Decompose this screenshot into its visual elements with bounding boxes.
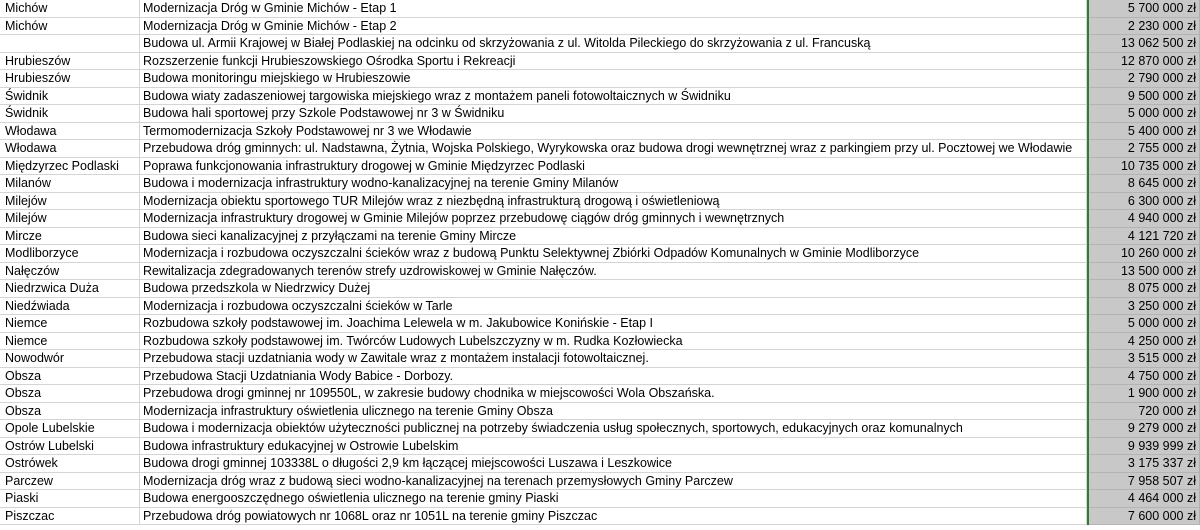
task-cell[interactable]: Budowa hali sportowej przy Szkole Podstawowej nr 3 w Świdniku	[140, 105, 1087, 123]
municipality-cell[interactable]: Niedrzwica Duża	[0, 280, 140, 298]
task-cell[interactable]: Przebudowa drogi gminnej nr 109550L, w zakresie budowy chodnika w miejscowości Wola Obszańska.	[140, 385, 1087, 403]
amount-cell[interactable]: 2 790 000 zł	[1089, 70, 1200, 88]
municipality-cell[interactable]: Parczew	[0, 473, 140, 491]
task-cell[interactable]: Rewitalizacja zdegradowanych terenów strefy uzdrowiskowej w Gminie Nałęczów.	[140, 263, 1087, 281]
municipality-cell[interactable]: Modliborzyce	[0, 245, 140, 263]
municipality-cell[interactable]: Włodawa	[0, 140, 140, 158]
task-cell[interactable]: Przebudowa stacji uzdatniania wody w Zawitale wraz z montażem instalacji fotowoltaicznej.	[140, 350, 1087, 368]
table-row	[0, 70, 1200, 88]
table-row	[0, 473, 1200, 491]
table-row	[0, 280, 1200, 298]
amount-cell[interactable]: 4 750 000 zł	[1089, 368, 1200, 386]
table-row	[0, 298, 1200, 316]
task-cell[interactable]: Modernizacja i rozbudowa oczyszczalni ścieków w Tarle	[140, 298, 1087, 316]
task-cell[interactable]: Modernizacja obiektu sportowego TUR Milejów wraz z niezbędną infrastrukturą drogową i oświetleniową	[140, 193, 1087, 211]
amount-cell[interactable]: 10 735 000 zł	[1089, 158, 1200, 176]
table-row	[0, 263, 1200, 281]
amount-cell[interactable]: 5 000 000 zł	[1089, 315, 1200, 333]
municipality-cell[interactable]: Milanów	[0, 175, 140, 193]
amount-cell[interactable]: 4 464 000 zł	[1089, 490, 1200, 508]
task-cell[interactable]: Przebudowa dróg gminnych: ul. Nadstawna, Żytnia, Wojska Polskiego, Wyrykowska oraz budowa drogi wewnętrznej wraz z parkingiem przy ul. Pocztowej we Włodawie	[140, 140, 1087, 158]
municipality-cell[interactable]: Nałęczów	[0, 263, 140, 281]
table-row	[0, 403, 1200, 421]
amount-cell[interactable]: 5 000 000 zł	[1089, 105, 1200, 123]
municipality-cell[interactable]: Obsza	[0, 368, 140, 386]
task-cell[interactable]: Budowa wiaty zadaszeniowej targowiska miejskiego wraz z montażem paneli fotowoltaicznych w Świdniku	[140, 88, 1087, 106]
amount-cell[interactable]: 10 260 000 zł	[1089, 245, 1200, 263]
table-row	[0, 438, 1200, 456]
municipality-cell[interactable]: Obsza	[0, 385, 140, 403]
amount-cell[interactable]: 6 300 000 zł	[1089, 193, 1200, 211]
table-row	[0, 210, 1200, 228]
amount-cell[interactable]: 2 230 000 zł	[1089, 18, 1200, 36]
municipality-cell[interactable]: Hrubieszów	[0, 53, 140, 71]
task-cell[interactable]: Budowa energooszczędnego oświetlenia ulicznego na terenie gminy Piaski	[140, 490, 1087, 508]
table-row	[0, 18, 1200, 36]
municipality-cell[interactable]: Michów	[0, 18, 140, 36]
municipality-cell[interactable]: Niemce	[0, 315, 140, 333]
municipality-cell[interactable]: Milejów	[0, 210, 140, 228]
task-cell[interactable]: Budowa i modernizacja infrastruktury wodno-kanalizacyjnej na terenie Gminy Milanów	[140, 175, 1087, 193]
municipality-cell[interactable]: Świdnik	[0, 88, 140, 106]
table-row	[0, 88, 1200, 106]
table-row	[0, 140, 1200, 158]
table-row	[0, 158, 1200, 176]
task-cell[interactable]: Budowa i modernizacja obiektów użyteczności publicznej na potrzeby świadczenia usług społecznych, sportowych, edukacyjnych oraz komunalnych	[140, 420, 1087, 438]
amount-cell[interactable]: 9 500 000 zł	[1089, 88, 1200, 106]
municipality-cell[interactable]: Obsza	[0, 403, 140, 421]
task-cell[interactable]: Rozbudowa szkoły podstawowej im. Twórców Ludowych Lubelszczyzny w m. Rudka Kozłowiecka	[140, 333, 1087, 351]
task-cell[interactable]: Termomodernizacja Szkoły Podstawowej nr 3 we Włodawie	[140, 123, 1087, 141]
municipality-cell[interactable]: Mircze	[0, 228, 140, 246]
task-cell[interactable]: Przebudowa Stacji Uzdatniania Wody Babice - Dorbozy.	[140, 368, 1087, 386]
table-row	[0, 350, 1200, 368]
task-cell[interactable]: Budowa infrastruktury edukacyjnej w Ostrowie Lubelskim	[140, 438, 1087, 456]
amount-cell[interactable]: 5 700 000 zł	[1089, 0, 1200, 18]
municipality-cell[interactable]: Świdnik	[0, 105, 140, 123]
task-cell[interactable]: Modernizacja infrastruktury drogowej w Gminie Milejów poprzez przebudowę ciągów dróg gminnych i wewnętrznych	[140, 210, 1087, 228]
task-cell[interactable]: Budowa przedszkola w Niedrzwicy Dużej	[140, 280, 1087, 298]
municipality-cell[interactable]: Włodawa	[0, 123, 140, 141]
table-row	[0, 228, 1200, 246]
table-row	[0, 420, 1200, 438]
municipality-cell[interactable]: Niedźwiada	[0, 298, 140, 316]
table-row	[0, 245, 1200, 263]
table-row	[0, 193, 1200, 211]
municipality-cell[interactable]: Ostrów Lubelski	[0, 438, 140, 456]
task-cell[interactable]: Budowa sieci kanalizacyjnej z przyłączami na terenie Gminy Mircze	[140, 228, 1087, 246]
amount-cell[interactable]: 3 515 000 zł	[1089, 350, 1200, 368]
task-cell[interactable]: Modernizacja dróg wraz z budową sieci wodno-kanalizacyjnej na terenach przemysłowych Gminy Parczew	[140, 473, 1087, 491]
task-cell[interactable]: Rozbudowa szkoły podstawowej im. Joachima Lelewela w m. Jakubowice Konińskie - Etap I	[140, 315, 1087, 333]
amount-cell[interactable]: 7 958 507 zł	[1089, 473, 1200, 491]
amount-cell[interactable]: 7 600 000 zł	[1089, 508, 1200, 526]
municipality-cell[interactable]: Opole Lubelskie	[0, 420, 140, 438]
municipality-cell[interactable]: Ostrówek	[0, 455, 140, 473]
table-row	[0, 175, 1200, 193]
task-cell[interactable]: Modernizacja infrastruktury oświetlenia ulicznego na terenie Gminy Obsza	[140, 403, 1087, 421]
table-row	[0, 368, 1200, 386]
municipality-cell[interactable]: Michów	[0, 0, 140, 18]
table-row	[0, 0, 1200, 18]
table-row	[0, 123, 1200, 141]
amount-cell[interactable]: 720 000 zł	[1089, 403, 1200, 421]
amount-cell[interactable]: 9 279 000 zł	[1089, 420, 1200, 438]
amount-cell[interactable]: 4 940 000 zł	[1089, 210, 1200, 228]
task-cell[interactable]: Przebudowa dróg powiatowych nr 1068L oraz nr 1051L na terenie gminy Piszczac	[140, 508, 1087, 526]
amount-cell[interactable]: 8 645 000 zł	[1089, 175, 1200, 193]
task-cell[interactable]: Poprawa funkcjonowania infrastruktury drogowej w Gminie Międzyrzec Podlaski	[140, 158, 1087, 176]
table-row	[0, 315, 1200, 333]
municipality-cell[interactable]: Piaski	[0, 490, 140, 508]
municipality-cell[interactable]: Milejów	[0, 193, 140, 211]
table-row	[0, 508, 1200, 526]
task-cell[interactable]: Budowa monitoringu miejskiego w Hrubieszowie	[140, 70, 1087, 88]
table-row	[0, 333, 1200, 351]
amount-cell[interactable]: 13 062 500 zł	[1089, 35, 1200, 53]
task-cell[interactable]: Rozszerzenie funkcji Hrubieszowskiego Ośrodka Sportu i Rekreacji	[140, 53, 1087, 71]
municipality-cell[interactable]: Hrubieszów	[0, 70, 140, 88]
table-row	[0, 35, 1200, 53]
municipality-cell[interactable]: Piszczac	[0, 508, 140, 526]
table-row	[0, 105, 1200, 123]
task-cell[interactable]: Modernizacja Dróg w Gminie Michów - Etap 1	[140, 0, 1087, 18]
amount-cell[interactable]: 4 250 000 zł	[1089, 333, 1200, 351]
amount-cell[interactable]: 9 939 999 zł	[1089, 438, 1200, 456]
table-row	[0, 385, 1200, 403]
task-cell[interactable]: Budowa ul. Armii Krajowej w Białej Podlaskiej na odcinku od skrzyżowania z ul. Witolda Pileckiego do skrzyżowania z ul. Francuską	[140, 35, 1087, 53]
table-row	[0, 53, 1200, 71]
task-cell[interactable]: Modernizacja Dróg w Gminie Michów - Etap 2	[140, 18, 1087, 36]
municipality-cell[interactable]: Nowodwór	[0, 350, 140, 368]
table-row	[0, 490, 1200, 508]
municipality-cell[interactable]: Niemce	[0, 333, 140, 351]
municipality-cell[interactable]: Międzyrzec Podlaski	[0, 158, 140, 176]
amount-cell[interactable]: 1 900 000 zł	[1089, 385, 1200, 403]
task-cell[interactable]: Budowa drogi gminnej 103338L o długości 2,9 km łączącej miejscowości Luszawa i Leszkowice	[140, 455, 1087, 473]
amount-cell[interactable]: 4 121 720 zł	[1089, 228, 1200, 246]
amount-cell[interactable]: 5 400 000 zł	[1089, 123, 1200, 141]
amount-cell[interactable]: 12 870 000 zł	[1089, 53, 1200, 71]
amount-cell[interactable]: 13 500 000 zł	[1089, 263, 1200, 281]
amount-cell[interactable]: 8 075 000 zł	[1089, 280, 1200, 298]
amount-cell[interactable]: 3 250 000 zł	[1089, 298, 1200, 316]
task-cell[interactable]: Modernizacja i rozbudowa oczyszczalni ścieków wraz z budową Punktu Selektywnej Zbiórki Odpadów Komunalnych w Gminie Modliborzyce	[140, 245, 1087, 263]
amount-cell[interactable]: 2 755 000 zł	[1089, 140, 1200, 158]
table-row	[0, 455, 1200, 473]
municipality-cell[interactable]	[0, 35, 140, 53]
amount-cell[interactable]: 3 175 337 zł	[1089, 455, 1200, 473]
